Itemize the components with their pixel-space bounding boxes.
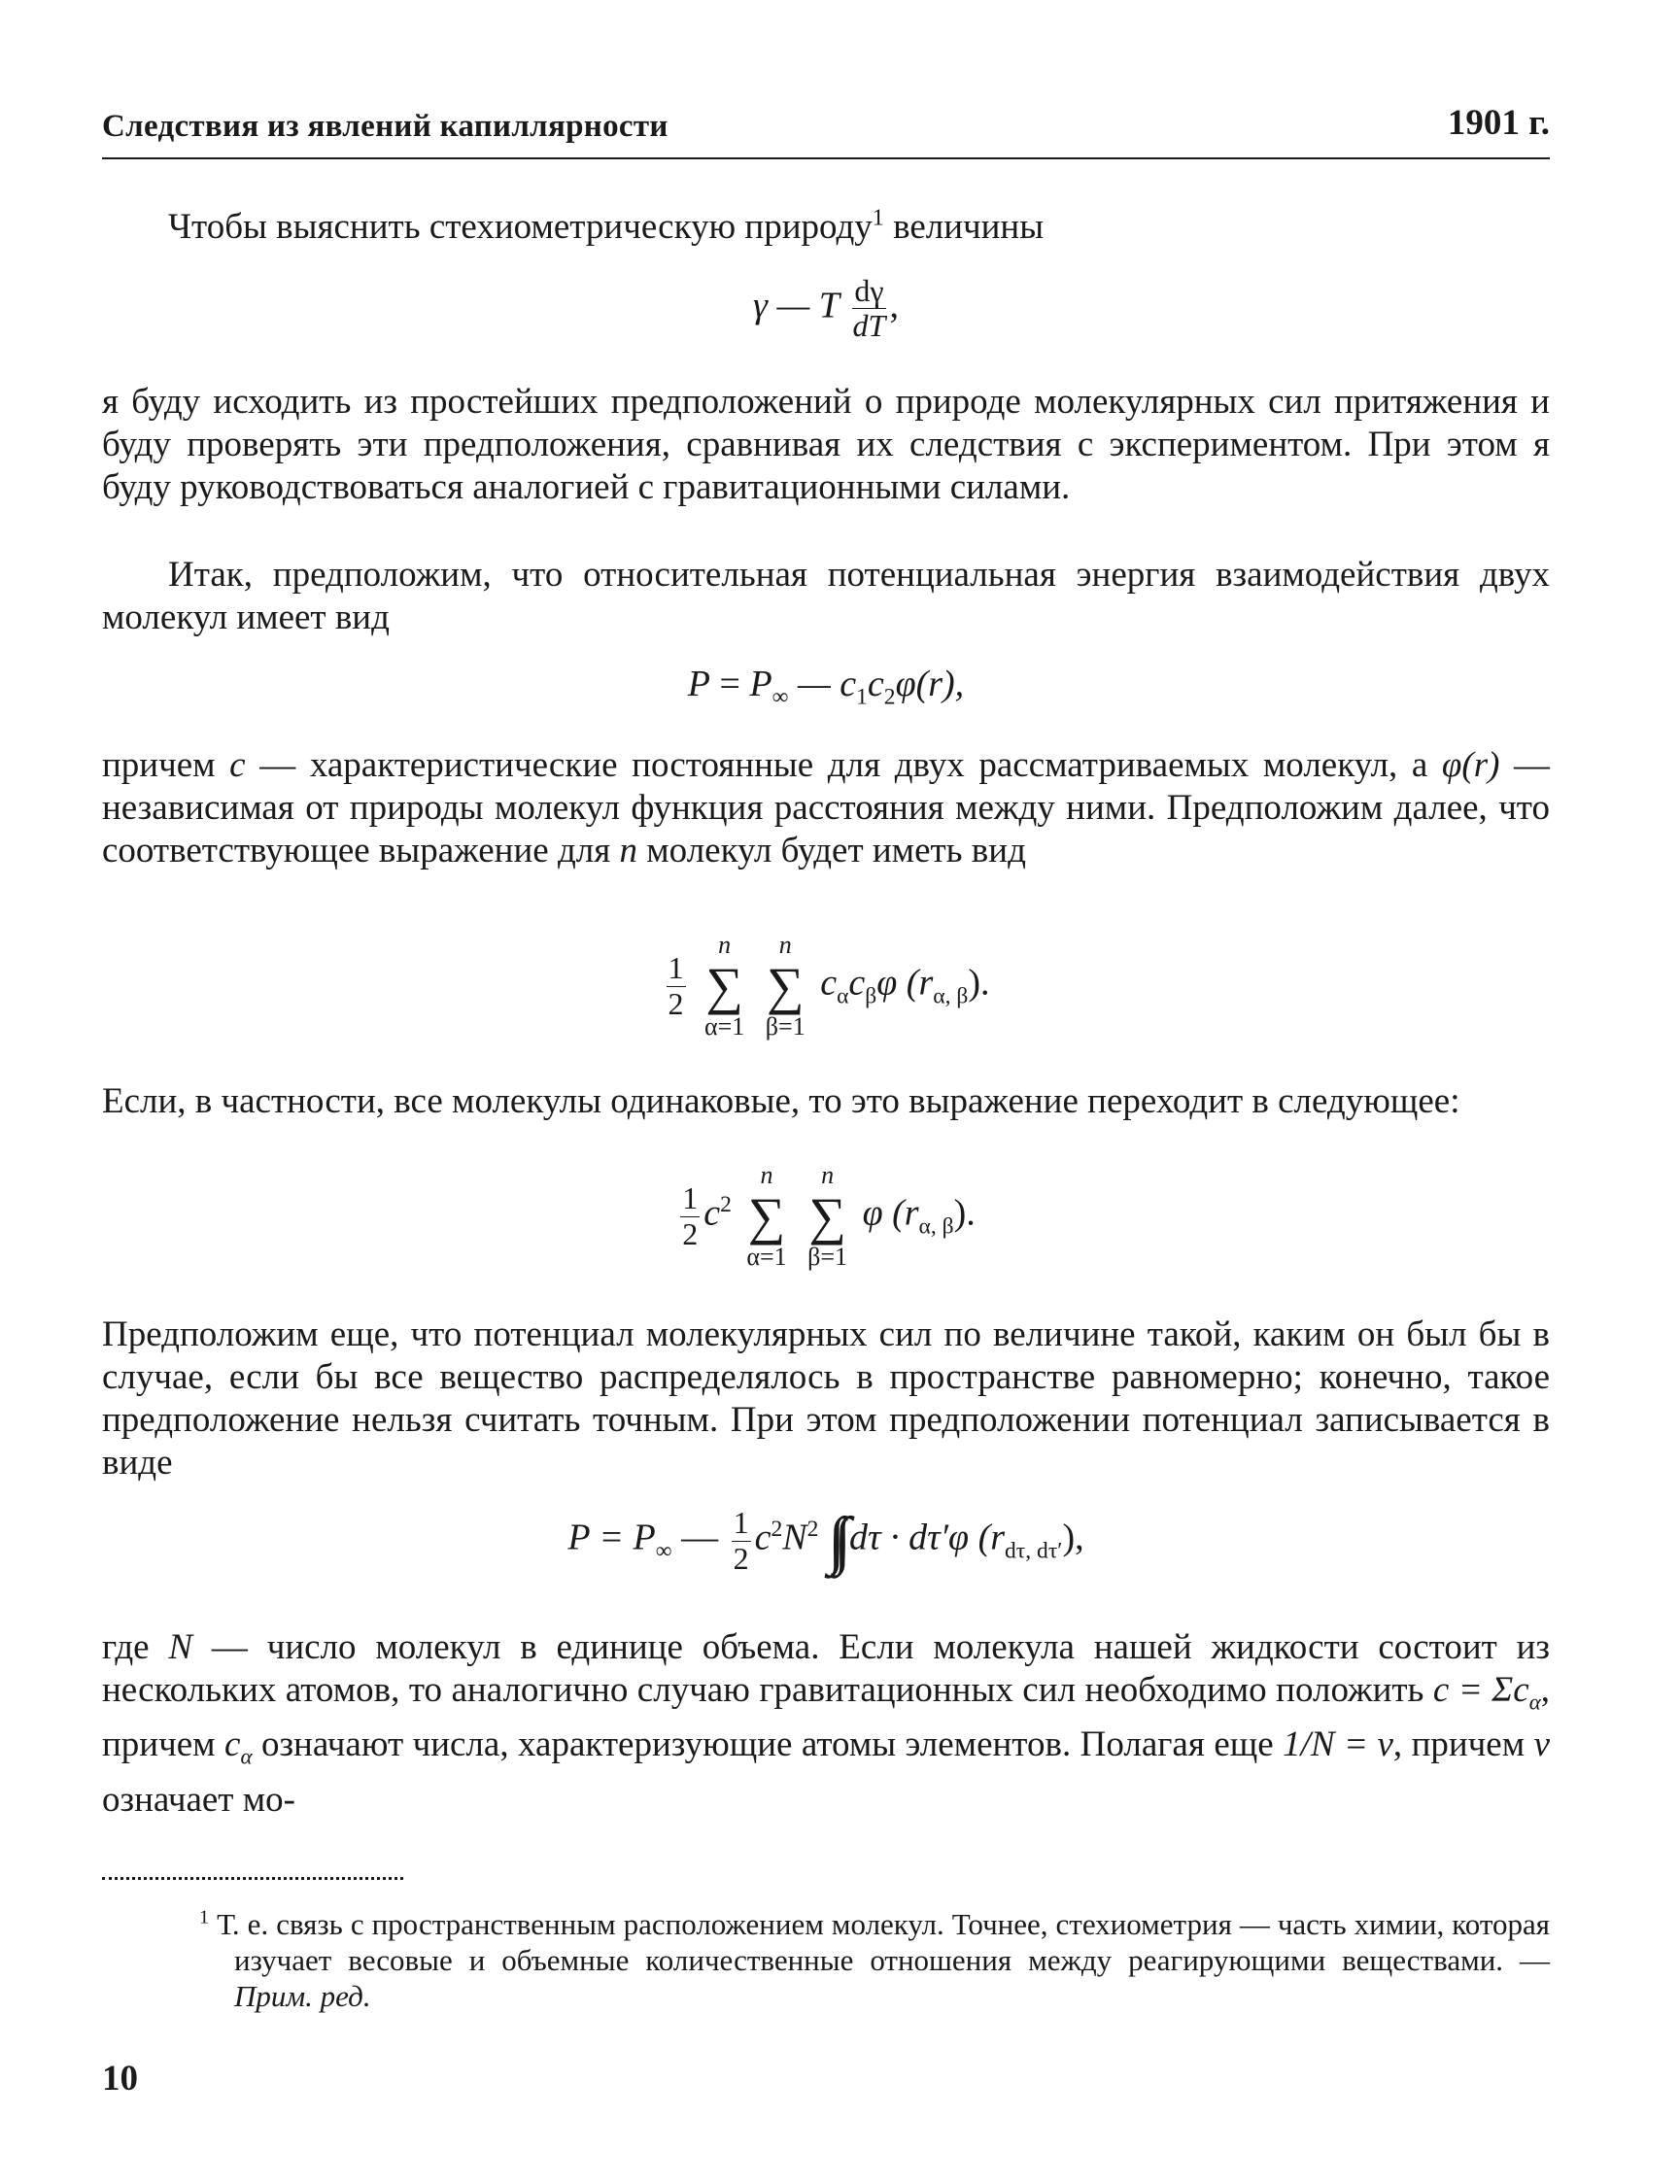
eq5-numerator: 1: [733, 1505, 749, 1541]
eq4-sub-ab: α, β: [918, 1213, 954, 1240]
footnote-editor-note: Прим. ред.: [234, 1979, 371, 2013]
p1-tail: величины: [893, 207, 1045, 247]
page-number: 10: [102, 2059, 138, 2099]
eq2-p: P: [749, 664, 772, 704]
p7-n: N: [168, 1627, 193, 1667]
eq1-numerator: dγ: [854, 273, 884, 308]
eq2-c1-sub: 1: [856, 684, 868, 710]
eq5-tail: ),: [1062, 1517, 1084, 1558]
page: [102, 0, 1550, 2184]
p7-c-alpha: c: [224, 1724, 241, 1765]
equation-2: [102, 663, 1550, 711]
p7-t5: , причем: [1392, 1724, 1526, 1765]
p1-text: Чтобы выяснить стехиометрическую природу: [168, 207, 873, 247]
eq4-sum-beta: [807, 1161, 847, 1272]
eq2-c2: c: [867, 664, 884, 704]
eq3-sum-alpha: [704, 931, 744, 1041]
footnote-text: Т. е. связь с пространственным расположением молекул. Точнее, стехиометрия — часть химии, которая изучает весовые и объемные количественные отношения между реагирующими веществами. —: [217, 1907, 1551, 1977]
p4-c: c: [229, 745, 246, 785]
eq5-denominator: 2: [733, 1540, 749, 1576]
running-header: [102, 97, 1550, 155]
eq5-n-exp: 2: [806, 1517, 819, 1543]
eq1-fraction: [852, 274, 885, 343]
eq3-sum1-bottom: α=1: [704, 1012, 745, 1041]
eq4-sum1-top: n: [760, 1161, 773, 1189]
p4-t4: молекул будет иметь вид: [646, 831, 1026, 870]
eq3-sigma-1: ∑: [705, 957, 743, 1015]
paragraph-6: Предположим еще, что потенциал молекулярных сил по величине такой, каким он был бы в случае, если бы все вещество распределялось в пространстве равномерно; конечно, такое предположение нельзя считать точным. При этом предположении потенциал записывается в виде: [102, 1314, 1550, 1483]
eq4-sum1-bottom: α=1: [746, 1243, 787, 1271]
p7-t4: означают числа, характеризующие атомы элементов. Полагая еще: [260, 1724, 1274, 1765]
eq3-fraction: [667, 951, 686, 1020]
eq4-c: c: [703, 1192, 721, 1234]
eq3-phi: φ (r: [876, 962, 934, 1004]
eq5-fraction: [732, 1506, 751, 1575]
eq2-lhs: P: [687, 664, 711, 704]
p4-t2: — характеристические постоянные для двух рассматриваемых молекул, а: [259, 745, 1428, 785]
p7-t6: означает мо-: [102, 1779, 295, 1820]
footnote-separator: [102, 1877, 403, 1880]
p7-t1: где: [102, 1627, 150, 1667]
equation-4: [102, 1161, 1550, 1272]
paragraph-5: Если, в частности, все молекулы одинаковые, то это выражение переходит в следующее:: [102, 1081, 1460, 1121]
footnote-ref: 1: [872, 205, 884, 231]
equation-1: [102, 274, 1550, 343]
p7-t2: — число молекул в единице объема. Если молекула нашей жидкости состоит из нескольких атомов, то аналогично случаю гравитационных сил необходимо положить: [102, 1627, 1551, 1710]
eq4-fraction: [680, 1181, 700, 1250]
eq3-sub-ab: α, β: [933, 983, 969, 1009]
eq3-sum2-bottom: β=1: [765, 1012, 806, 1041]
p4-n: n: [619, 831, 638, 870]
p7-t3: , причем: [102, 1670, 1550, 1765]
eq5-body: dτ · dτ′φ (r: [849, 1517, 1006, 1558]
eq2-infinity: ∞: [771, 684, 789, 710]
eq5-c-exp: 2: [771, 1517, 783, 1543]
p4-t1: причем: [102, 745, 216, 785]
footnote-mark: 1: [199, 1906, 210, 1928]
p4-t3: — независимая от природы молекул функция расстояния между ними. Предположим далее, что соответствующее выражение для: [102, 745, 1551, 870]
eq5-lhs: P = P: [567, 1517, 656, 1558]
eq3-sigma-2: ∑: [767, 957, 805, 1015]
eq2-c2-sub: 2: [883, 684, 896, 710]
eq5-infinity: ∞: [655, 1538, 672, 1564]
eq1-tail: ,: [889, 285, 900, 326]
eq3-tail: ).: [968, 962, 990, 1004]
eq3-c-beta: c: [848, 962, 866, 1004]
eq4-exp: 2: [720, 1192, 732, 1218]
eq3-sum1-top: n: [718, 931, 732, 959]
eq4-phi: φ (r: [862, 1192, 919, 1234]
eq2-minus-c: — c: [797, 664, 857, 704]
eq5-integral: ∫∫: [827, 1505, 840, 1576]
eq5-c: c: [754, 1517, 771, 1558]
footnote: [199, 1906, 1550, 2014]
eq5-sub: dτ, dτ′: [1005, 1538, 1063, 1564]
p4-phi-r: φ(r): [1441, 745, 1500, 785]
paragraph-1: [102, 206, 1550, 249]
paragraph-2: я буду исходить из простейших предположений о природе молекулярных сил притяжения и буду проверять эти предположения, сравнивая их следствия с экспериментом. При этом я буду руководствоваться аналогией с гравитационными силами.: [102, 382, 1550, 507]
equation-3: [102, 931, 1550, 1041]
p7-c-eq: c = Σc: [1432, 1670, 1529, 1710]
eq4-denominator: 2: [682, 1215, 699, 1251]
eq3-sub-beta: β: [865, 983, 877, 1009]
eq2-phi: φ(r),: [895, 664, 965, 704]
eq1-denominator: dT: [852, 308, 886, 344]
eq4-sum2-bottom: β=1: [807, 1243, 848, 1271]
eq1-lhs: γ — T: [752, 285, 840, 326]
eq4-sigma-2: ∑: [808, 1187, 846, 1246]
eq3-denominator: 2: [668, 985, 684, 1021]
header-rule: [102, 157, 1550, 159]
p7-v: v: [1533, 1724, 1551, 1765]
eq4-tail: ).: [953, 1192, 976, 1234]
eq4-sigma-1: ∑: [747, 1187, 786, 1246]
eq3-sub-alpha: α: [837, 983, 849, 1009]
p7-one-over-n: 1/N = v: [1283, 1724, 1393, 1765]
eq4-numerator: 1: [682, 1180, 699, 1216]
p7-sub-alpha-2: α: [240, 1744, 253, 1769]
eq5-minus: —: [681, 1517, 719, 1558]
eq4-sum2-top: n: [821, 1161, 835, 1189]
eq4-sum-alpha: [746, 1161, 786, 1272]
eq3-numerator: 1: [668, 950, 684, 986]
eq2-equals: =: [719, 664, 740, 704]
eq3-sum2-top: n: [778, 931, 792, 959]
running-year: 1901 г.: [1447, 103, 1550, 143]
eq3-sum-beta: [766, 931, 806, 1041]
eq3-c-alpha: c: [820, 962, 838, 1004]
paragraph-7: [102, 1626, 1550, 1822]
running-title: Следствия из явлений капиллярности: [102, 109, 669, 144]
equation-5: [102, 1504, 1550, 1578]
paragraph-4: [102, 744, 1550, 872]
eq5-n: N: [782, 1517, 807, 1558]
paragraph-3: Итак, предположим, что относительная потенциальная энергия взаимодействия двух молекул имеет вид: [102, 555, 1550, 637]
p7-sub-alpha: α: [1528, 1689, 1541, 1715]
